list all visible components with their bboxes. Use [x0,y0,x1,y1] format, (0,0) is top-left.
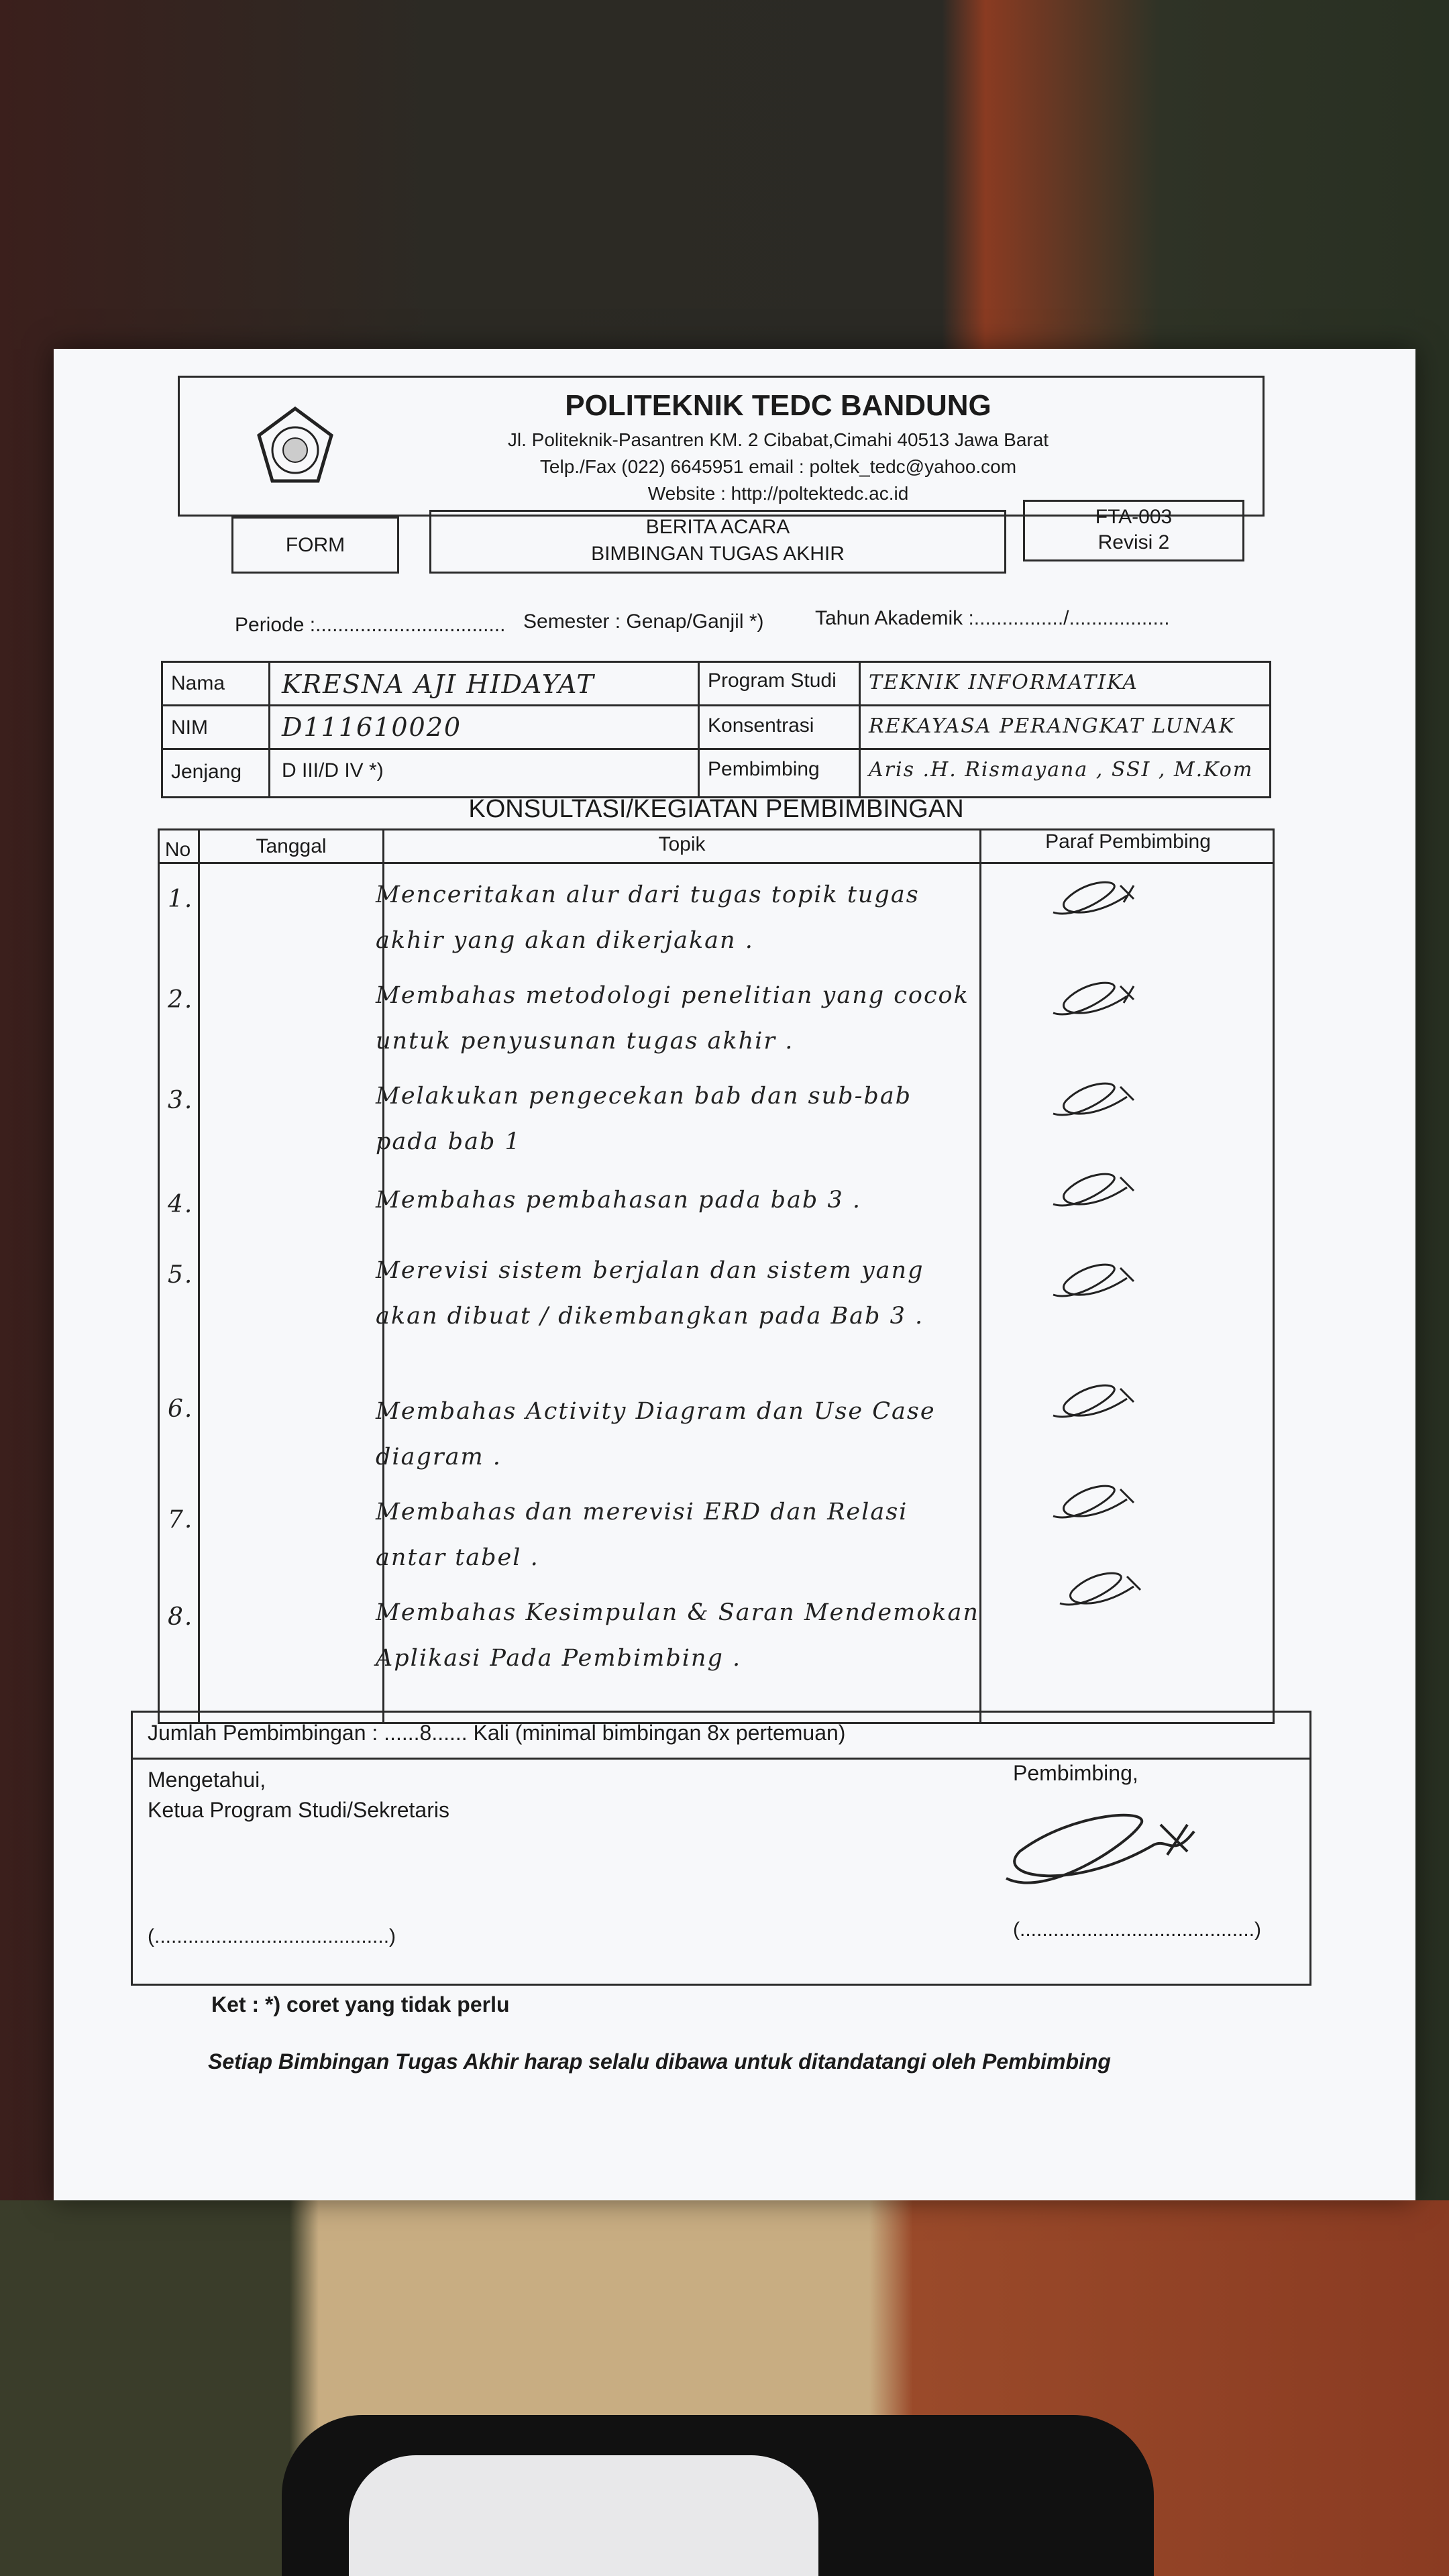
doc-code: FTA-003 [1095,506,1173,528]
jenjang-value: D III/D IV *) [282,759,384,782]
ket-note: Ket : *) coret yang tidak perlu [211,1992,510,2017]
institution-phone: Telp./Fax (022) 6645951 email : poltek_tedc@yahoo.com [539,456,1017,477]
pembimbing-signature [993,1805,1208,1898]
nama-label: Nama [171,672,225,694]
row-number: 7. [168,1506,194,1534]
row-number: 8. [168,1603,194,1631]
col-header-no: No [164,839,191,861]
paraf-signature [1046,872,1154,926]
row-number: 5. [168,1261,194,1289]
row-topic: Membahas Activity Diagram dan Use Case diagram . [376,1398,936,1470]
konsentrasi-label: Konsentrasi [708,714,814,737]
paraf-signature [1046,1563,1167,1617]
prodi-value: TEKNIK INFORMATIKA [869,671,1138,694]
prodi-label: Program Studi [708,669,837,692]
nama-value: KRESNA AJI HIDAYAT [282,669,595,699]
konsentrasi-value: REKAYASA PERANGKAT LUNAK [869,714,1236,738]
jenjang-label: Jenjang [171,761,242,783]
sign-right: (..........................................) [1013,1919,1262,1941]
pembimbing-sign-label: Pembimbing, [1013,1761,1138,1785]
form-label: FORM [285,534,345,556]
institution-website: Website : http://poltektedc.ac.id [647,483,909,504]
row-topic: Menceritakan alur dari tugas topik tugas akhir yang akan dikerjakan . [376,881,920,954]
doc-title-1: BERITA ACARA [645,516,790,538]
row-topic: Membahas Kesimpulan & Saran Mendemokan Aplikasi Pada Pembimbing . [376,1599,979,1672]
row-topic: Membahas metodologi penelitian yang cocok untuk penyusunan tugas akhir . [376,982,969,1055]
institution-logo [255,406,335,486]
sign-left: (..........................................) [148,1925,396,1947]
pembimbing-label: Pembimbing [708,758,820,780]
row-number: 6. [168,1395,194,1423]
divider [859,661,861,798]
nim-value: D111610020 [282,712,462,742]
divider [161,748,1271,750]
divider [158,862,1275,864]
doc-revision: Revisi 2 [1097,531,1170,553]
mengetahui-label: Mengetahui, [148,1768,266,1792]
col-header-topik: Topik [658,833,706,855]
paraf-signature [1046,1073,1154,1127]
cloth-object [349,2455,818,2576]
ketua-label: Ketua Program Studi/Sekretaris [148,1798,449,1822]
row-topic: Membahas pembahasan pada bab 3 . [376,1187,861,1214]
form-label-box [231,517,399,574]
divider [131,1758,1311,1760]
periode-field: Periode :.................................. [235,614,506,636]
col-header-paraf: Paraf Pembimbing [1045,830,1211,853]
institution-name: POLITEKNIK TEDC BANDUNG [565,389,991,422]
row-number: 4. [168,1191,194,1218]
paraf-signature [1046,1164,1154,1218]
document-page [54,349,1415,2200]
row-number: 1. [168,885,194,913]
table-title: KONSULTASI/KEGIATAN PEMBIMBINGAN [468,795,964,823]
nim-label: NIM [171,716,208,739]
paraf-signature [1046,1375,1154,1429]
semester-field: Semester : Genap/Ganjil *) [523,610,764,633]
doc-code-box [1023,500,1244,561]
divider [979,828,981,1724]
doc-title-box [429,510,1006,574]
doc-title-2: BIMBINGAN TUGAS AKHIR [591,543,845,565]
col-header-tanggal: Tanggal [256,835,327,857]
divider [161,704,1271,706]
divider [698,661,700,798]
institution-address: Jl. Politeknik-Pasantren KM. 2 Cibabat,Cimahi 40513 Jawa Barat [507,429,1049,450]
pembimbing-value: Aris .H. Rismayana , SSI , M.Kom [869,758,1254,782]
row-number: 2. [168,986,194,1014]
paraf-signature [1046,1254,1154,1308]
tahun-field: Tahun Akademik :................/.................. [815,607,1170,629]
paraf-signature [1046,973,1154,1026]
jumlah-pembimbingan: Jumlah Pembimbingan : ......8...... Kali (minimal bimbingan 8x pertemuan) [148,1721,846,1745]
paraf-signature [1046,1476,1154,1529]
divider [268,661,270,798]
row-topic: Melakukan pengecekan bab dan sub-bab pada bab 1 [376,1083,912,1155]
bottom-note: Setiap Bimbingan Tugas Akhir harap selalu dibawa untuk ditandatangi oleh Pembimbing [208,2049,1111,2074]
row-number: 3. [168,1087,194,1114]
row-topic: Merevisi sistem berjalan dan sistem yang akan dibuat / dikembangkan pada Bab 3 . [376,1257,924,1330]
row-topic: Membahas dan merevisi ERD dan Relasi antar tabel . [376,1499,908,1571]
